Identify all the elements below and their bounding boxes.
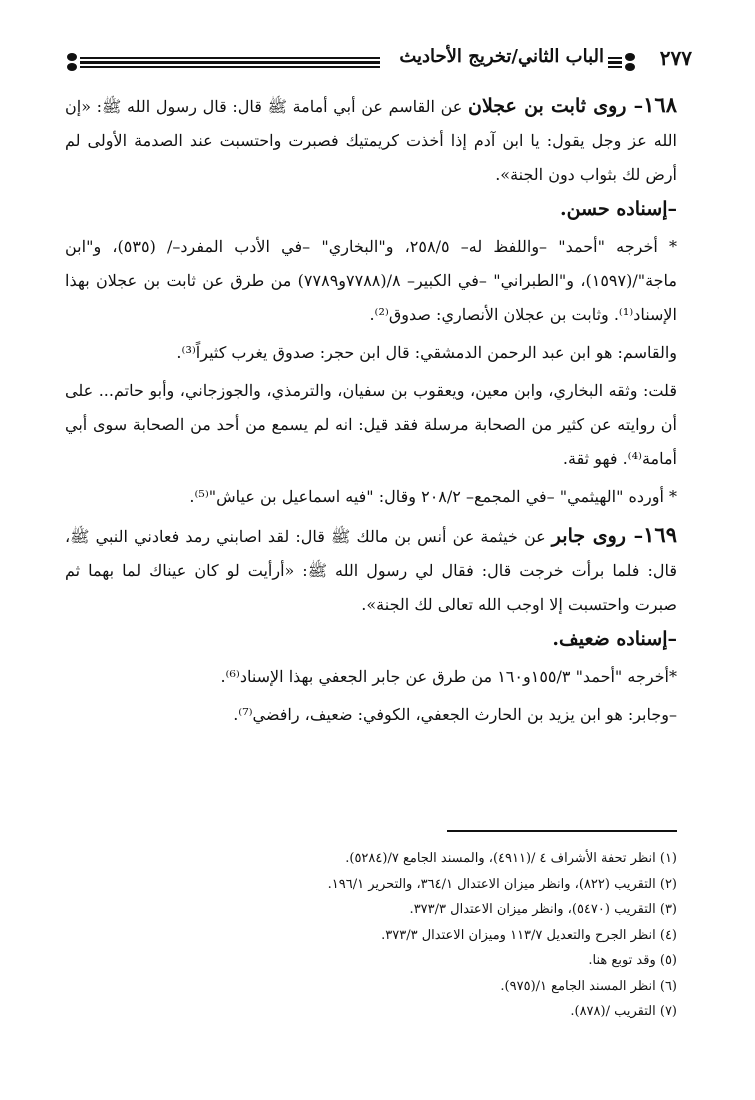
page-number: ٢٧٧ — [659, 46, 692, 70]
isnad-grade: –إسناده حسن. — [559, 198, 677, 220]
haythami-note: * أورده "الهيثمي" –في المجمع– ٢٠٨/٢ وقال: "فيه اسماعيل بن عياش"⁽⁵⁾. — [189, 487, 677, 506]
header-rule-short — [608, 57, 622, 67]
running-header — [66, 44, 692, 82]
header-rule-long — [80, 57, 380, 67]
ornament-knot-icon — [66, 53, 78, 71]
hadith-169 — [65, 518, 677, 622]
hadith-narrator: – روى جابر — [551, 525, 644, 547]
footnote: (٤) انظر الجرح والتعديل ١١٣/٧ وميزان الاعتدال ٣٧٣/٣. — [381, 927, 677, 943]
chapter-title: الباب الثاني/تخريج الأحاديث — [399, 46, 604, 67]
footnote: (٣) التقريب (٥٤٧٠)، وانظر ميزان الاعتدال ٣٧٣/٣. — [409, 902, 677, 917]
hadith-number: ١٦٩ — [643, 522, 677, 547]
takhrij-paragraph: *أخرجه "أحمد" ١٥٥/٣و١٦٠ من طرق عن جابر الجعفي بهذا الإسناد⁽⁶⁾. — [220, 667, 677, 686]
commentary-paragraph: قلت: وثقه البخاري، وابن معين، ويعقوب بن سفيان، والترمذي، والجوزجاني، وأبو حاتم... على أن روايته عن كثير من الصحابة مرسلة فقد قيل: انه لم يسمع من أحد من الصحابة سوى أبي أمامة⁽⁴⁾. فهو ثقة. — [65, 381, 677, 468]
narrator-note: والقاسم: هو ابن عبد الرحمن الدمشقي: قال ابن حجر: صدوق يغرب كثيراً⁽³⁾. — [176, 343, 677, 362]
footnote: (٦) انظر المسند الجامع ١/(٩٧٥). — [500, 978, 677, 994]
hadith-168 — [65, 88, 677, 192]
isnad-grade: –إسناده ضعيف. — [552, 628, 677, 650]
hadith-text: عن القاسم عن أبي أمامة ﷺ قال: قال رسول الله ﷺ: «إن الله عز وجل يقول: يا ابن آدم إذا أخذت كريمتيك فصبرت واحتسبت عند الصدمة الأولى لم أرض لك بثواب دون الجنة». — [65, 97, 677, 184]
footnote: (٥) وقد توبع هنا. — [588, 953, 677, 968]
footnotes — [65, 846, 677, 1025]
footnote-separator — [447, 830, 677, 832]
hadith-number: ١٦٨ — [643, 92, 677, 117]
ornament-knot-icon — [624, 53, 636, 71]
main-text — [65, 88, 677, 732]
footnote: (٧) التقريب /(٨٧٨). — [570, 1004, 677, 1019]
narrator-note: –وجابر: هو ابن يزيد بن الحارث الجعفي، الكوفي: ضعيف، رافضي⁽⁷⁾. — [233, 705, 677, 724]
hadith-text: عن خيثمة عن أنس بن مالك ﷺ قال: لقد اصابني رمد فعادني النبي ﷺ، قال: فلما برأت خرجت قال: فقال لي رسول الله ﷺ: «أرأيت لو كان عيناك لما بهما ثم صبرت واحتسبت إلا اوجب الله تعالى لك الجنة». — [65, 527, 677, 614]
hadith-narrator: – روى ثابت بن عجلان — [467, 95, 644, 117]
footnote: (٢) التقريب (٨٢٢)، وانظر ميزان الاعتدال ٣٦٤/١، والتحرير ١٩٦/١. — [327, 876, 677, 892]
footnote: (١) انظر تحفة الأشراف ٤ /(٤٩١١)، والمسند الجامع ٧/(٥٢٨٤). — [345, 851, 677, 866]
takhrij-paragraph: * أخرجه "أحمد" –واللفظ له– ٢٥٨/٥، و"البخاري" –في الأدب المفرد–/ (٥٣٥)، و"ابن ماجة"/(١٥٩٧)، و"الطبراني" –في الكبير– ٨/(٧٧٨٨و٧٧٨٩) من طرق عن ثابت بن عجلان بهذا الإسناد⁽¹⁾. وثابت بن عجلان الأنصاري: صدوق⁽²⁾. — [65, 237, 678, 324]
